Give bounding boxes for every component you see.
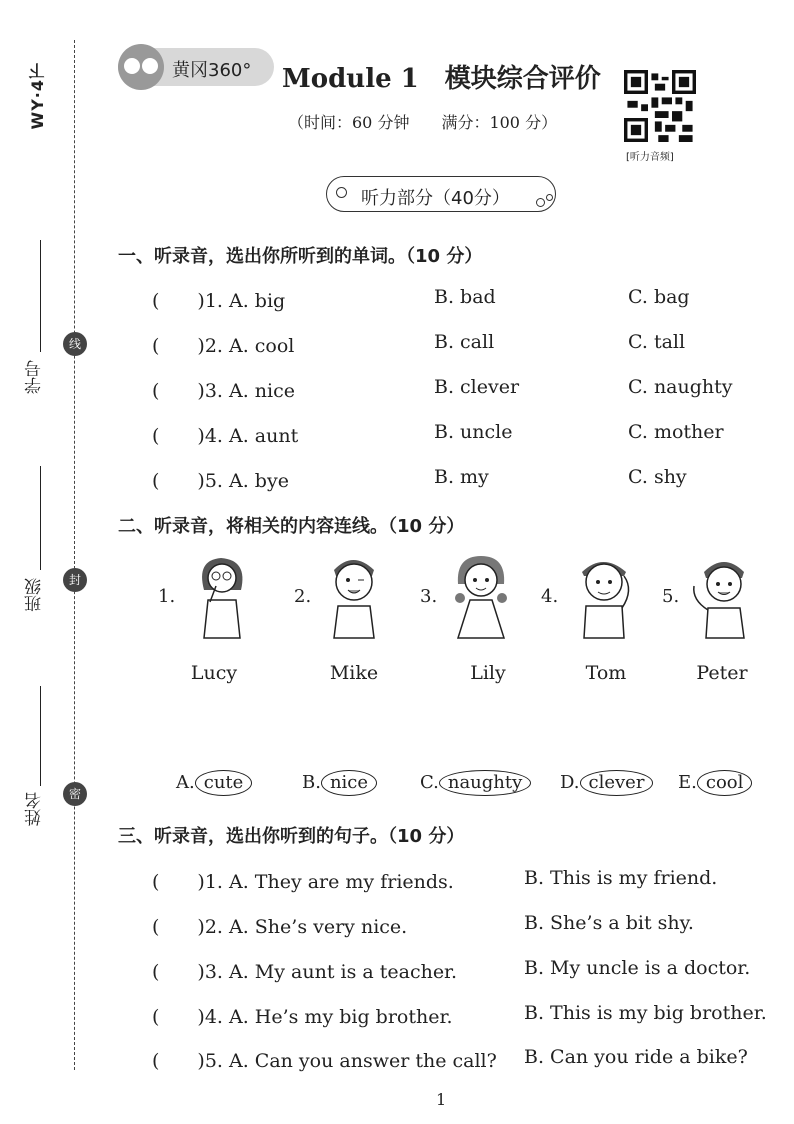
sentence-option-a[interactable]: ( )5. A. Can you answer the call?: [152, 1050, 497, 1072]
page-title: Module 1 模块综合评价: [282, 64, 601, 94]
answer-option-c[interactable]: C. tall: [628, 331, 686, 353]
sentence-option-a[interactable]: ( )2. A. She’s very nice.: [152, 916, 408, 938]
qr-caption: [听力音频]: [626, 152, 674, 163]
part2-heading: 二、听录音，将相关的内容连线。（10 分）: [118, 516, 465, 537]
answer-option-b[interactable]: B. clever: [434, 376, 520, 398]
page-number: 1: [436, 1090, 447, 1109]
student-id-label: 学号: [25, 360, 45, 394]
choice-letter: C.: [420, 772, 439, 793]
answer-option-b[interactable]: B. call: [434, 331, 495, 353]
student-id-field[interactable]: [40, 240, 41, 352]
girl-glasses-figure-icon: [186, 550, 256, 642]
figure-number: 5.: [662, 586, 680, 607]
figure-name: Tom: [585, 662, 627, 684]
answer-option-c[interactable]: C. naughty: [628, 376, 733, 398]
listening-section-title: 听力部分（40分）: [361, 188, 510, 209]
sentence-option-a[interactable]: ( )1. A. They are my friends.: [152, 871, 454, 893]
banner-ring-icon: [536, 198, 545, 207]
seal-line-badge: 线: [63, 332, 87, 356]
part3-heading: 三、听录音，选出你听到的句子。（10 分）: [118, 826, 465, 847]
match-choice-a[interactable]: [176, 770, 252, 796]
name-label: 姓名: [25, 792, 45, 826]
sentence-option-a[interactable]: ( )3. A. My aunt is a teacher.: [152, 961, 458, 983]
answer-option-a[interactable]: ( )5. A. bye: [152, 470, 289, 492]
sentence-option-b[interactable]: B. She’s a bit shy.: [524, 912, 694, 934]
banner-ring-icon: [546, 194, 553, 201]
choice-word: clever: [580, 770, 654, 796]
figure-name: Peter: [696, 662, 748, 684]
listening-section-banner: [326, 176, 556, 212]
choice-letter: E.: [678, 772, 697, 793]
answer-option-a[interactable]: ( )4. A. aunt: [152, 425, 299, 447]
answer-option-a[interactable]: ( )2. A. cool: [152, 335, 295, 357]
edition-code: WY·4下: [28, 62, 47, 130]
figure-number: 2.: [294, 586, 312, 607]
brand-name: 黄冈360°: [172, 60, 252, 81]
answer-option-b[interactable]: B. my: [434, 466, 489, 488]
part1-heading: 一、听录音，选出你所听到的单词。（10 分）: [118, 246, 483, 267]
sentence-option-b[interactable]: B. Can you ride a bike?: [524, 1046, 748, 1068]
seal-seal-badge: 封: [63, 568, 87, 592]
sentence-option-b[interactable]: B. This is my friend.: [524, 867, 718, 889]
figure-name: Lucy: [190, 662, 238, 684]
boy-winking-figure-icon: [318, 550, 388, 642]
boy-thinking-figure-icon: [568, 550, 638, 642]
answer-option-a[interactable]: ( )3. A. nice: [152, 380, 295, 402]
match-choice-d[interactable]: [560, 770, 653, 796]
seal-secret-badge: 密: [63, 782, 87, 806]
figure-number: 4.: [541, 586, 559, 607]
choice-letter: B.: [302, 772, 321, 793]
choice-word: nice: [321, 770, 377, 796]
exam-time-info: （时间：60 分钟 满分：100 分）: [288, 113, 558, 132]
answer-option-c[interactable]: C. shy: [628, 466, 687, 488]
choice-word: cool: [697, 770, 753, 796]
sentence-option-a[interactable]: ( )4. A. He’s my big brother.: [152, 1006, 453, 1028]
figure-number: 1.: [158, 586, 176, 607]
sentence-option-b[interactable]: B. My uncle is a doctor.: [524, 957, 751, 979]
sentence-option-b[interactable]: B. This is my big brother.: [524, 1002, 767, 1024]
class-field[interactable]: [40, 466, 41, 570]
match-choice-e[interactable]: [678, 770, 752, 796]
girl-pigtails-figure-icon: [446, 550, 516, 642]
name-field[interactable]: [40, 686, 41, 786]
class-label: 班级: [25, 578, 45, 612]
choice-letter: D.: [560, 772, 580, 793]
match-choice-b[interactable]: [302, 770, 377, 796]
choice-word: cute: [195, 770, 253, 796]
boy-waving-figure-icon: [686, 550, 756, 642]
choice-word: naughty: [439, 770, 531, 796]
brand-logo-icon: [118, 44, 164, 90]
answer-option-a[interactable]: ( )1. A. big: [152, 290, 286, 312]
match-choice-c[interactable]: [420, 770, 531, 796]
figure-name: Mike: [329, 662, 379, 684]
answer-option-c[interactable]: C. bag: [628, 286, 690, 308]
banner-ring-icon: [336, 187, 347, 198]
figure-name: Lily: [470, 662, 506, 684]
choice-letter: A.: [176, 772, 195, 793]
answer-option-b[interactable]: B. bad: [434, 286, 496, 308]
figure-number: 3.: [420, 586, 438, 607]
answer-option-b[interactable]: B. uncle: [434, 421, 513, 443]
qr-code-icon[interactable]: [624, 70, 696, 142]
binding-dashed-line: [74, 40, 75, 1070]
answer-option-c[interactable]: C. mother: [628, 421, 724, 443]
